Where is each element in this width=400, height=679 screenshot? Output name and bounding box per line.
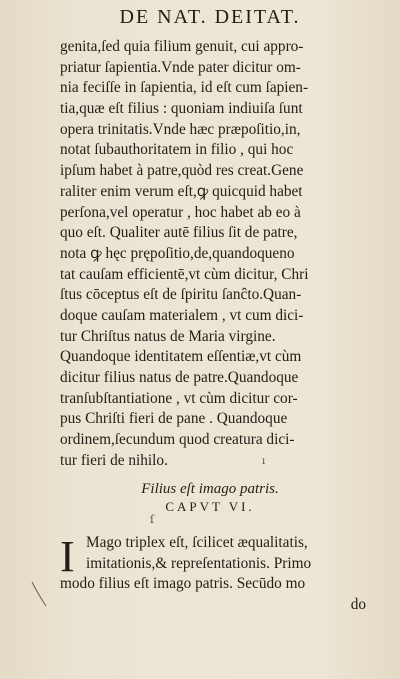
- stray-ink-mark: ı: [262, 456, 266, 467]
- text-line: raliter enim verum eſt,ꝙ quicquid habet: [60, 182, 303, 200]
- text-line: pus Chriſti fieri de pane . Quandoque: [60, 410, 288, 428]
- section-caption: Filius eſt imago patris.: [141, 481, 279, 497]
- text-line: nia feciſſe in ſapientia, id eſt cum ſapien-: [60, 79, 309, 97]
- text-line: perſona,vel operatur , hoc habet ab eo à: [60, 203, 301, 221]
- text-line: nota ꝙ hęc prępoſitio,de,quandoqueno: [60, 244, 295, 262]
- text-line: opera trinitatis.Vnde hæc præpoſitio,in,: [60, 120, 301, 138]
- text-line: imitationis,& repreſentationis. Primo: [86, 554, 312, 572]
- text-line: Mago triplex eſt, ſcilicet æqualitatis,: [86, 534, 308, 551]
- text-line: genita,ſed quia filium genuit, cui appro-: [60, 38, 304, 55]
- text-line: tur fieri de nihilo.: [60, 451, 168, 469]
- text-line: notat ſubauthoritatem in filio , qui hoc: [60, 141, 294, 159]
- catchword: do: [350, 596, 366, 614]
- chapter-heading: CAPVT VI.: [165, 499, 255, 514]
- text-line: tur Chriſtus natus de Maria virgine.: [60, 327, 276, 345]
- margin-stroke-mark: [28, 580, 50, 608]
- chapter-text-block: [60, 533, 376, 616]
- text-line: modo filius eſt imago patris. Secūdo mo: [60, 575, 306, 593]
- text-line: tia,quæ eſt filius : quoniam indiuiſa ſunt: [60, 100, 303, 118]
- text-line: ordinem,ſecundum quod creatura dici-: [60, 431, 295, 449]
- text-line: ipſum habet à patre,quòd res creat.Gene: [60, 162, 304, 180]
- text-line: priatur ſapientia.Vnde pater dicitur om-: [60, 58, 301, 76]
- text-line: tat cauſam efficientē,vt cùm dicitur, Chri: [60, 265, 309, 283]
- text-line: Quandoque identitatem eſſentiæ,vt cùm: [60, 348, 302, 366]
- drop-capital: I: [60, 532, 75, 581]
- text-line: ſtus cōceptus eſt de ſpiritu ſanĉto.Quan-: [60, 286, 302, 304]
- running-header: DE NAT. DEITAT.: [119, 6, 301, 28]
- text-line: doque cauſam materialem , vt cum dici-: [60, 306, 304, 324]
- text-line: quo eſt. Qualiter autē filius ſit de patre,: [60, 224, 298, 242]
- text-line: dicitur filius natus de patre.Quandoque: [60, 369, 299, 386]
- main-text-block: [60, 37, 376, 471]
- stray-ink-mark: ſ: [150, 513, 155, 526]
- text-line: tranſubſtantiatione , vt cùm dicitur cor-: [60, 389, 298, 407]
